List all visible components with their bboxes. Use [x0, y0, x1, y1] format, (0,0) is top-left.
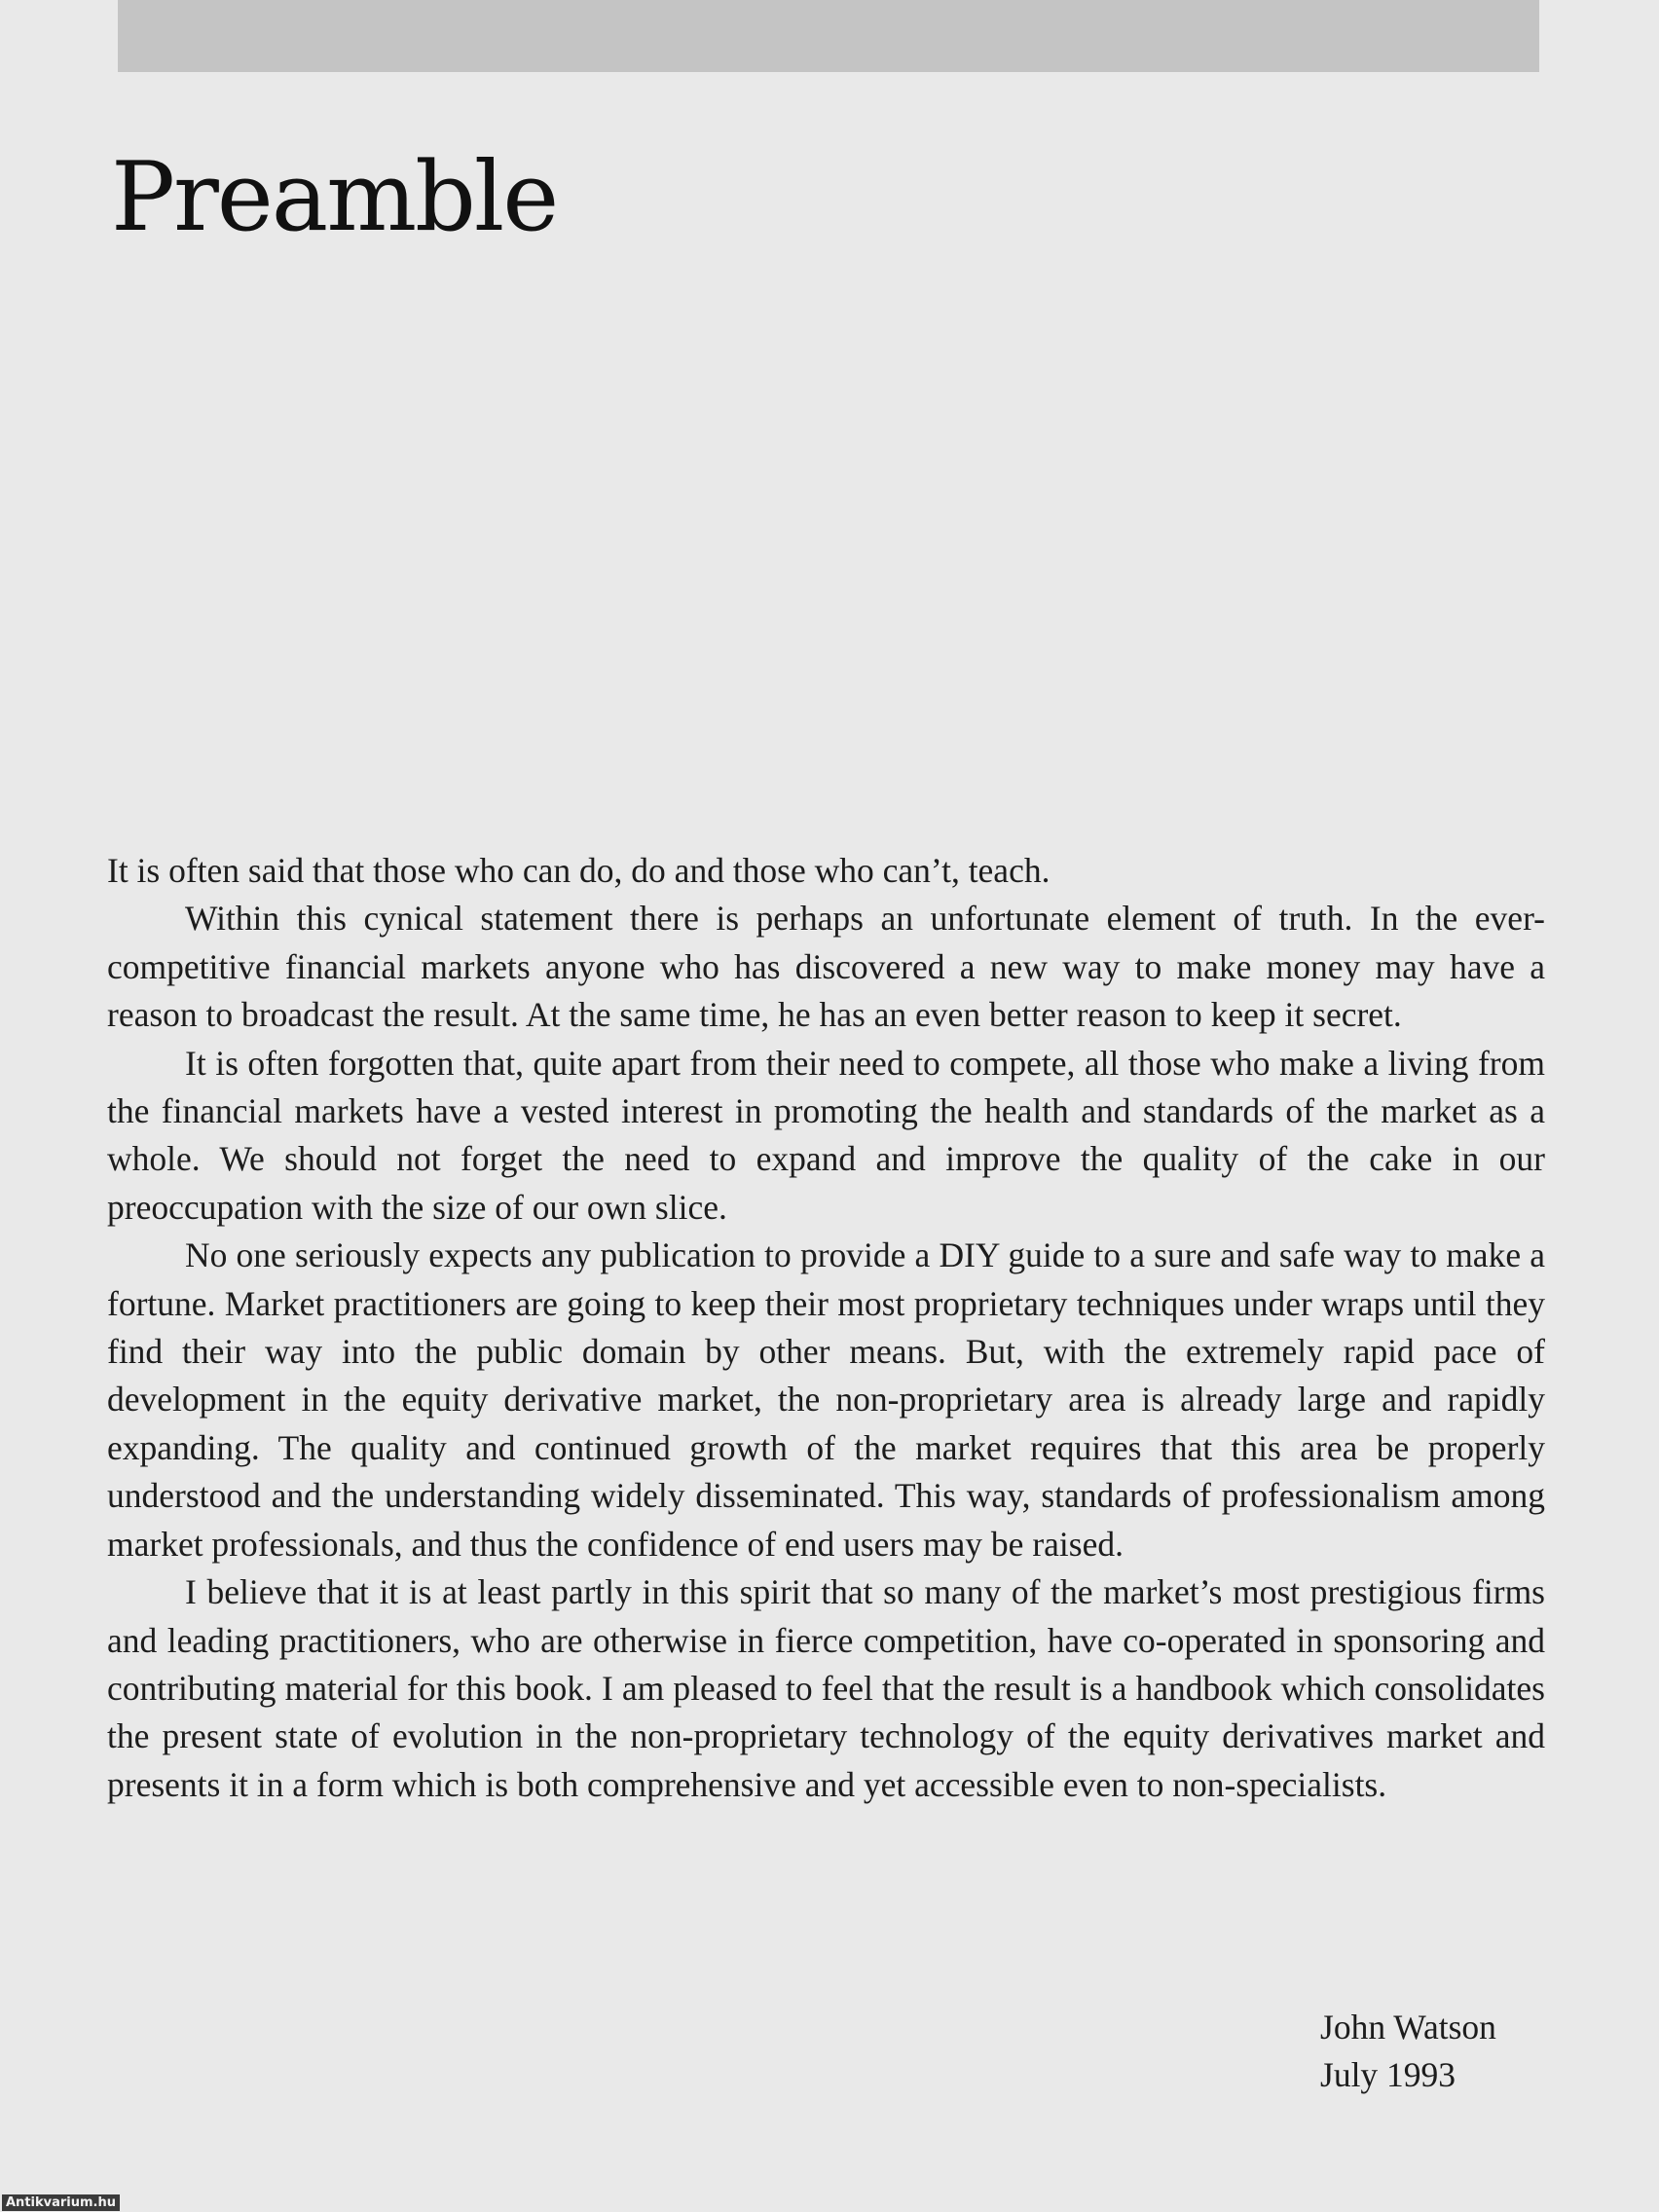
page-title: Preamble — [111, 142, 558, 253]
signature-date: July 1993 — [1320, 2055, 1456, 2094]
watermark: Antikvarium.hu — [2, 2194, 120, 2211]
author-name: John Watson — [1320, 2008, 1496, 2046]
paragraph: I believe that it is at least partly in this spirit that so many of the market’s most prestigious firms and leading practitioners, who are otherwise in fierce competition, have co-operated in sponsoring and contributing material for this book. I am pleased to feel that the result is a handbook which consolidates the present state of evolution in the non-proprietary technology of the equity derivatives market and presents it in a form which is both comprehensive and yet accessible even to non-specialists. — [107, 1572, 1545, 1804]
body-text — [107, 847, 1545, 1809]
paragraph: It is often said that those who can do, do and those who can’t, teach. — [107, 851, 1051, 890]
paragraph: It is often forgotten that, quite apart from their need to compete, all those who make a living from the financial markets have a vested interest in promoting the health and standards of the market as a whole. We should not forget the need to expand and improve the quality of the cake in our preoccupation with the size of our own slice. — [107, 1043, 1545, 1227]
paragraph: No one seriously expects any publication to provide a DIY guide to a sure and safe way to make a fortune. Market practitioners are going to keep their most proprietary techniques under wraps until they find their way into the public domain by other means. But, with the extremely rapid pace of development in the equity derivative market, the non-proprietary area is already large and rapidly expanding. The quality and continued growth of the market requires that this area be properly understood and the understanding widely disseminated. This way, standards of professionalism among market professionals, and thus the confidence of end users may be raised. — [107, 1235, 1545, 1564]
signature-block — [1320, 2004, 1496, 2099]
header-bar — [118, 0, 1539, 72]
paragraph: Within this cynical statement there is perhaps an unfortunate element of truth. In the ever-competitive financial markets anyone who has discovered a new way to make money may have a reason to broadcast the result. At the same time, he has an even better reason to keep it secret. — [107, 899, 1545, 1035]
